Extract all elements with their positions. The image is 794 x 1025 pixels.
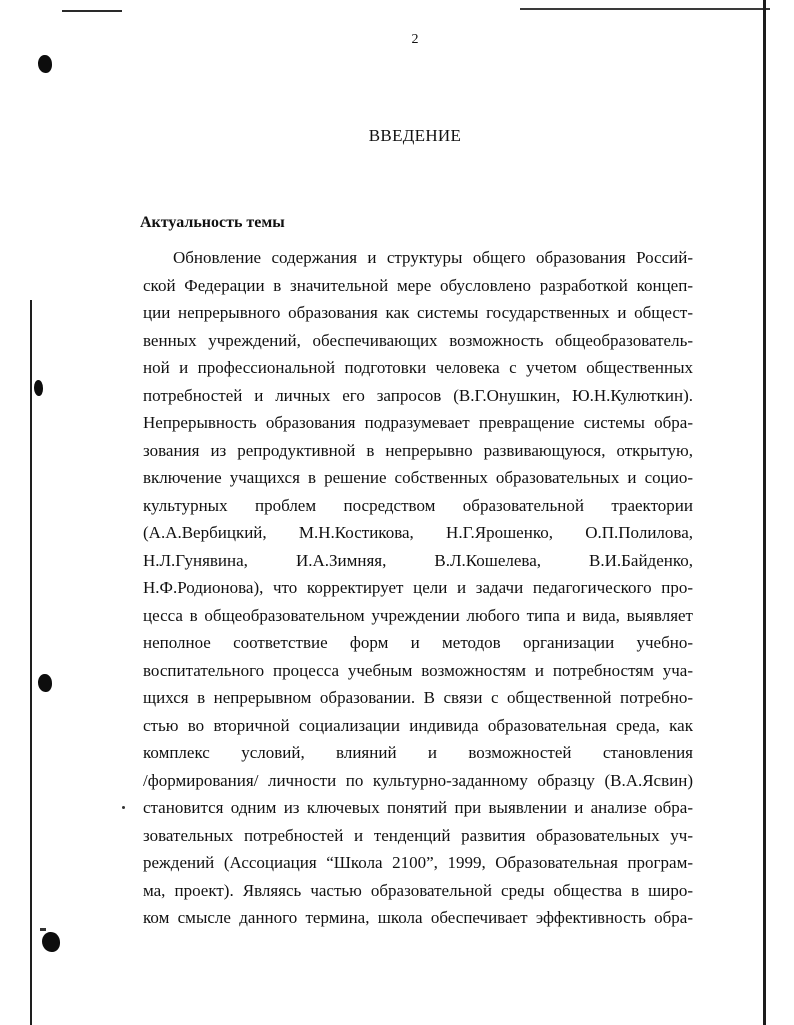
text-line: ции непрерывного образования как системы государственных и общест- bbox=[143, 303, 693, 322]
text-line: ной и профессиональной подготовки человека с учетом общественных bbox=[143, 358, 693, 377]
scan-speck bbox=[40, 928, 46, 931]
scan-artifact-edge bbox=[763, 0, 766, 1025]
page-number: 2 bbox=[411, 32, 419, 47]
binder-hole-mark bbox=[38, 674, 52, 692]
text-line: Н.Ф.Родионова), что корректирует цели и задачи педагогического про- bbox=[143, 578, 693, 597]
text-line: ма, проект). Являясь частью образовательной среды общества в широ- bbox=[143, 880, 693, 900]
text-line: стью во вторичной социализации индивида образовательная среда, как bbox=[143, 715, 693, 735]
text-line: зования из репродуктивной в непрерывно развивающуюся, открытую, bbox=[143, 440, 693, 460]
text-line: реждений (Ассоциация “Школа 2100”, 1999, Образовательная програм- bbox=[143, 853, 693, 872]
text-line: неполное соответствие форм и методов организации учебно- bbox=[143, 633, 693, 652]
binder-hole-mark bbox=[38, 55, 52, 73]
text-line: ком смысле данного термина, школа обеспечивает эффективность обра- bbox=[143, 908, 693, 927]
text-line: ской Федерации в значительной мере обусловлено разработкой концеп- bbox=[143, 275, 693, 295]
section-heading: Актуальность темы bbox=[140, 214, 285, 231]
text-line: Н.Л.Гунявина, И.А.Зимняя, В.Л.Кошелева, В.И.Байденко, bbox=[143, 550, 693, 570]
text-line: потребностей и личных его запросов (В.Г.Онушкин, Ю.Н.Кулюткин). bbox=[143, 385, 693, 405]
text-line: щихся в непрерывном образовании. В связи с общественной потребно- bbox=[143, 688, 693, 707]
text-line: зовательных потребностей и тенденций развития образовательных уч- bbox=[143, 825, 693, 845]
text-line: цесса в общеобразовательном учреждении любого типа и вида, выявляет bbox=[143, 605, 693, 625]
scan-artifact-line bbox=[520, 8, 770, 10]
binder-hole-mark bbox=[42, 932, 60, 952]
scan-speck bbox=[122, 806, 125, 809]
scan-artifact-edge bbox=[30, 300, 32, 1025]
text-line: (А.А.Вербицкий, М.Н.Костикова, Н.Г.Ярошенко, О.П.Полилова, bbox=[143, 523, 693, 542]
text-line: /формирования/ личности по культурно-заданному образцу (В.А.Ясвин) bbox=[143, 770, 693, 790]
text-line: комплекс условий, влияний и возможностей становления bbox=[143, 743, 693, 762]
page-title: ВВЕДЕНИЕ bbox=[368, 126, 462, 145]
text-line: включение учащихся в решение собственных образовательных и социо- bbox=[143, 468, 693, 487]
text-line: венных учреждений, обеспечивающих возможность общеобразователь- bbox=[143, 330, 693, 350]
text-line: воспитательного процесса учебным возможностям и потребностям уча- bbox=[143, 660, 693, 680]
text-line: культурных проблем посредством образовательной траектории bbox=[143, 495, 693, 515]
binder-hole-mark bbox=[34, 380, 43, 396]
text-line: Обновление содержания и структуры общего образования Россий- bbox=[173, 248, 693, 267]
text-line: становится одним из ключевых понятий при выявлении и анализе обра- bbox=[143, 798, 693, 817]
text-line: Непрерывность образования подразумевает превращение системы обра- bbox=[143, 413, 693, 432]
scan-artifact-line bbox=[62, 10, 122, 12]
body-text bbox=[143, 244, 693, 932]
